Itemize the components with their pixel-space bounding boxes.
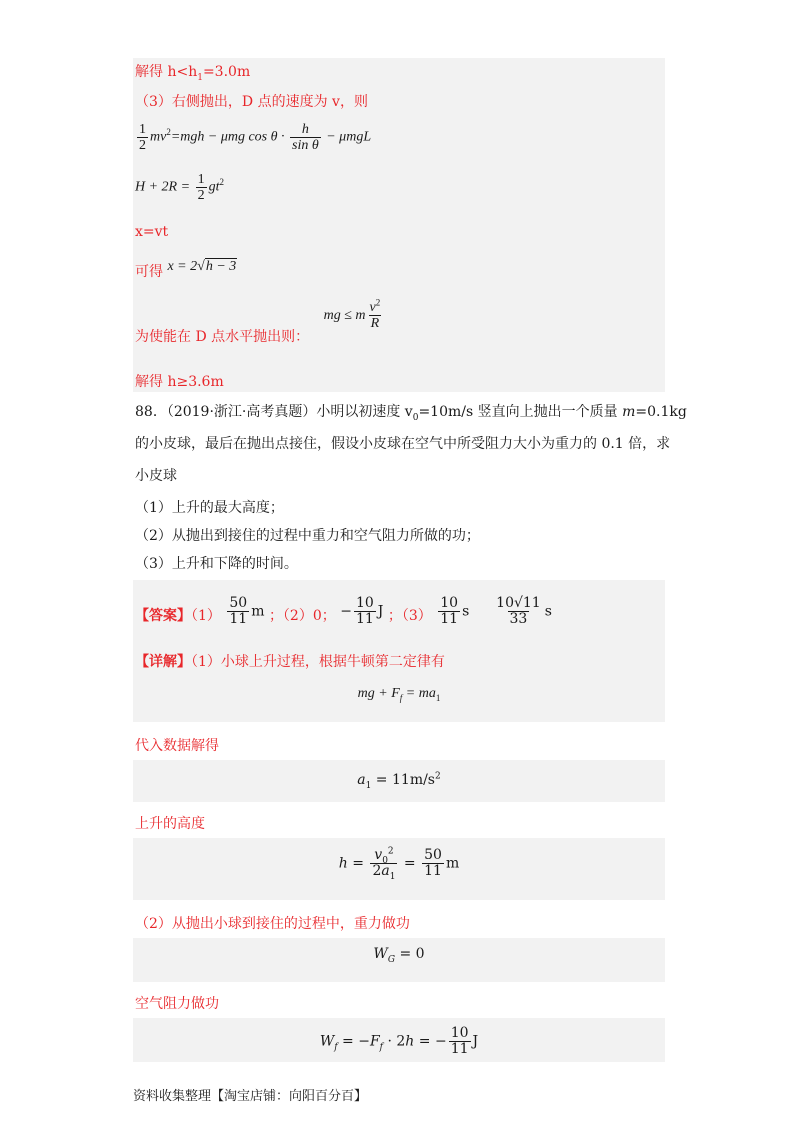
a1-equation: $a_1 = 11m/s^2$ [357, 771, 441, 791]
condition-line: 为使能在 D 点水平抛出则： mg ≤ m $\frac{v^2}{R}$ [135, 297, 381, 345]
height-equation: h = $\frac{v_0^2}{2a_1}$ = $\frac{50}{11}$ m [338, 846, 460, 882]
substitute-label: 代入数据解得 [135, 738, 219, 754]
part2-label: （2）从抛出小球到接住的过程中，重力做功 [135, 916, 410, 932]
question-item-2: （2）从抛出到接住的过程中重力和空气阻力所做的功； [135, 528, 480, 544]
result-h-less: 解得 $h<h_1=3.0m$ [135, 64, 251, 83]
footer-source: 资料收集整理【淘宝店铺：向阳百分百】 [133, 1089, 368, 1104]
detail-line: 【详解】（1）小球上升过程，根据牛顿第二定律有 [135, 654, 445, 670]
question-item-3: （3）上升和下降的时间。 [135, 556, 298, 572]
answer-line: 【答案】（1） $\frac{50}{11}$ m ；（2）0； − $\frac{10}{11}$ J ；（3） $\frac{10}{11}$ s $\frac{10√11}{33}$ s [135, 595, 552, 627]
question-item-1: （1）上升的最大高度； [135, 500, 284, 516]
wf-equation: $W_f = -F_f \cdot 2h$ = − $\frac{10}{11}$ J [319, 1025, 479, 1057]
x-equals-vt: x=vt [135, 224, 169, 240]
wg-equation: $W_G = 0$ [373, 946, 425, 965]
energy-equation: $\frac{1}{2}$ $mv^2=mgh - \mu mg$ cos θ · $\frac{h}{\text{sin θ}}$ − μmgL [139, 122, 372, 153]
part3-intro: （3）右侧抛出，D 点的速度为 v，则 [135, 94, 368, 110]
question-88-line2: 的小皮球，最后在抛出点接住，假设小皮球在空气中所受阻力大小为重力的 0.1 倍，求 [135, 436, 671, 452]
fall-equation: H + 2R = $\frac{1}{2}$ $gt^2$ [135, 172, 224, 203]
question-88-line3: 小皮球 [135, 468, 177, 484]
height-label: 上升的高度 [135, 816, 205, 832]
result-h-final: 解得 h≥3.6m [135, 374, 224, 390]
newton-equation: mg + $F_f = ma_1$ [357, 686, 441, 703]
question-88-line1: 88．（2019·浙江·高考真题）小明以初速度 $v_0=10m/s$ 竖直向上抛出一个质量 m=0.1kg [135, 404, 687, 423]
kede-line: 可得 x = 2√h − 3 [135, 259, 237, 280]
air-resistance-label: 空气阻力做功 [135, 996, 219, 1012]
